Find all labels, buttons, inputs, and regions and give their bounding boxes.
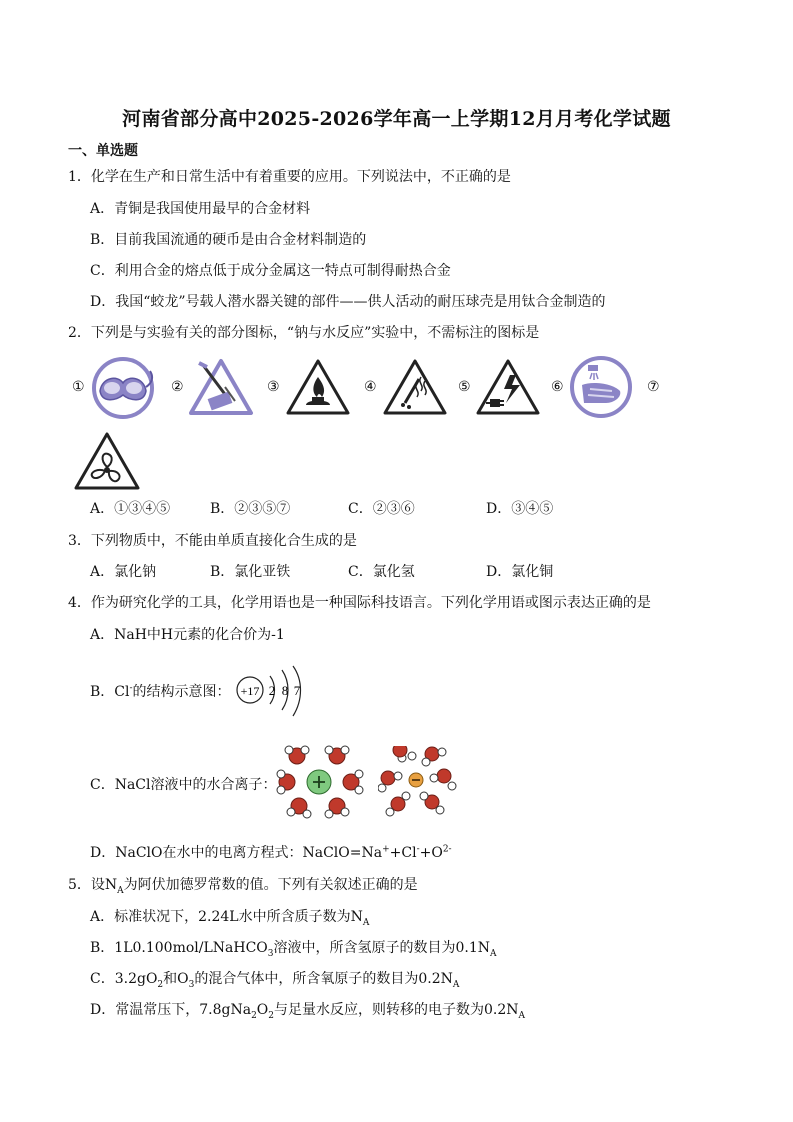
q2-option-d: D．③④⑤ [486, 501, 554, 517]
q1-option-d: D．我国“蛟龙”号载人潜水器关键的部件——供人活动的耐压球壳是用钛合金制造的 [90, 294, 606, 310]
q3-stem: 3．下列物质中，不能由单质直接化合生成的是 [68, 533, 357, 549]
water-molecule [343, 770, 363, 794]
shell-2-electrons: 8 [281, 683, 289, 698]
shell-1-electrons: 2 [268, 683, 276, 698]
chloride-structure-diagram [230, 664, 310, 720]
sharp-object-icon [187, 357, 255, 417]
water-molecule [285, 746, 309, 764]
q3-options [90, 561, 553, 581]
icon-number: ① [72, 379, 85, 395]
water-molecule [430, 769, 456, 790]
water-molecule [393, 746, 416, 762]
icon-number: ⑦ [647, 379, 660, 395]
water-molecule [386, 792, 410, 816]
q3-option-c: C．氯化氢 [348, 564, 415, 580]
q2-option-a: A．①③④⑤ [90, 501, 171, 517]
q5-option-c: C．$3.2gO_2$和$O_3$的混合气体中，所含氧原子的数目为$0.2N_A$ [90, 971, 460, 990]
q2-options [90, 498, 553, 518]
hand-washing-icon [568, 355, 634, 419]
water-molecule [277, 770, 295, 794]
shell-3-electrons: 7 [293, 683, 301, 698]
q1-option-b: B．目前我国流通的硬币是由合金材料制造的 [90, 232, 367, 248]
q1-option-a: A．青铜是我国使用最早的合金材料 [90, 201, 311, 217]
page-title: 河南省部分高中2025-2026学年高一上学期12月月考化学试题 [122, 108, 671, 130]
water-molecule [422, 747, 446, 766]
water-molecule [420, 792, 444, 814]
ventilation-fan-icon [72, 430, 142, 492]
icon-number: ② [171, 379, 184, 395]
q5-option-a: A．标准状况下，2.24L水中所含质子数为$N_A$ [90, 909, 370, 928]
q4-option-a: A．NaH中H元素的化合价为-1 [90, 627, 285, 643]
q1-option-c: C．利用合金的熔点低于成分金属这一特点可制得耐热合金 [90, 263, 451, 279]
icon-number: ④ [364, 379, 377, 395]
icon-number: ⑤ [458, 379, 471, 395]
hydrated-anion-diagram [378, 746, 458, 818]
water-molecule [325, 746, 349, 764]
water-molecule [287, 798, 311, 818]
q3-option-b: B．氯化亚铁 [210, 564, 291, 580]
nucleus-charge: +17 [240, 684, 260, 698]
water-molecule [325, 798, 349, 818]
hot-surface-icon [381, 357, 449, 417]
q3-option-a: A．氯化钠 [90, 564, 157, 580]
q2-option-c: C．②③⑥ [348, 501, 415, 517]
icon-number: ③ [267, 379, 280, 395]
q3-option-d: D．氯化铜 [486, 564, 554, 580]
q5-option-b: B．1L0.100mol/LNaHCO$_3$溶液中，所含氢原子的数目为$0.1N_A$ [90, 940, 497, 959]
q2-option-b: B．②③⑤⑦ [210, 501, 291, 517]
water-molecule [378, 771, 402, 792]
icon-number: ⑥ [551, 379, 564, 395]
q4-option-d: D．NaClO在水中的电离方程式：$NaClO=Na^++Cl^-+O^{2-}$ [90, 844, 452, 861]
flame-icon [284, 357, 352, 417]
q1-stem: 1．化学在生产和日常生活中有着重要的应用。下列说法中，不正确的是 [68, 169, 511, 185]
electricity-icon [474, 357, 542, 417]
hydrated-cation-diagram [275, 740, 365, 820]
q5-option-d: D．常温常压下，$7.8gNa_2O_2$与足量水反应，则转移的电子数为$0.2N_A$ [90, 1002, 526, 1021]
q5-stem: 5．设$N_A$为阿伏加德罗常数的值。下列有关叙述正确的是 [68, 877, 418, 896]
goggles-icon [90, 357, 156, 419]
q4-stem: 4．作为研究化学的工具，化学用语也是一种国际科技语言。下列化学用语或图示表达正确的是 [68, 595, 651, 611]
q2-stem: 2．下列是与实验有关的部分图标，“钠与水反应”实验中，不需标注的图标是 [68, 325, 540, 341]
section-heading: 一、单选题 [68, 143, 138, 159]
